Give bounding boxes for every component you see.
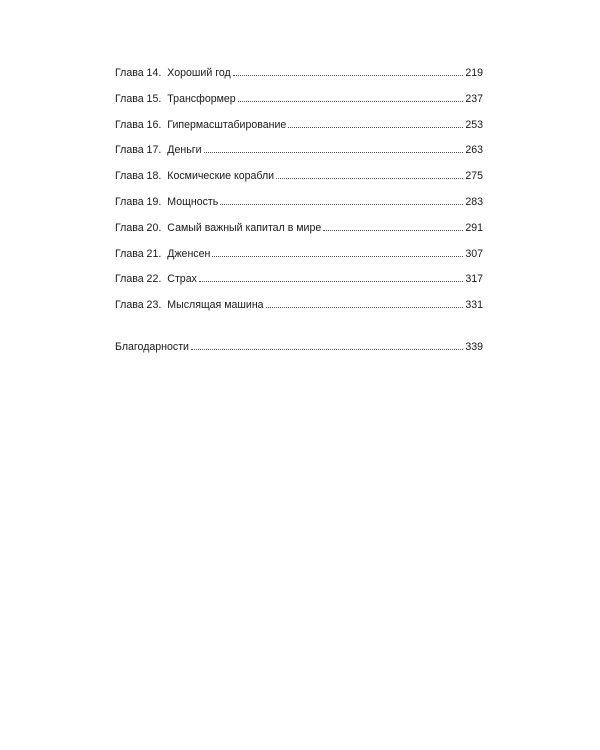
page-number: 331 — [465, 299, 483, 312]
chapter-title: Деньги — [167, 144, 202, 157]
page-number: 283 — [465, 195, 483, 208]
toc-entry-acknowledgments[interactable] — [115, 340, 483, 366]
toc-entry-chapter-23[interactable] — [115, 298, 483, 324]
chapter-number: Глава 23. — [115, 299, 162, 312]
chapter-title: Трансформер — [167, 92, 236, 105]
chapter-number: Глава 16. — [115, 118, 162, 131]
page-number: 219 — [465, 67, 483, 79]
toc-entry-chapter-15[interactable] — [115, 92, 483, 118]
dot-leader — [233, 74, 464, 76]
dot-leader — [212, 255, 463, 257]
dot-leader — [191, 348, 463, 350]
dot-leader — [238, 100, 464, 102]
page-number: 237 — [465, 92, 483, 105]
page-number: 307 — [465, 247, 483, 260]
toc-entry-chapter-20[interactable] — [115, 221, 483, 247]
chapter-number: Глава 18. — [115, 170, 162, 183]
page-number: 291 — [465, 221, 483, 234]
chapter-title: Мыслящая машина — [167, 299, 264, 312]
toc-entry-chapter-16[interactable] — [115, 118, 483, 144]
toc-entry-chapter-14[interactable] — [115, 66, 483, 92]
page-number: 317 — [465, 273, 483, 286]
toc-entry-chapter-21[interactable] — [115, 247, 483, 273]
page-number: 263 — [465, 144, 483, 157]
chapter-number: Глава 21. — [115, 247, 162, 260]
chapter-title: Дженсен — [167, 247, 211, 260]
dot-leader — [220, 203, 463, 205]
chapter-title: Гипермасштабирование — [167, 118, 287, 131]
chapter-number: Глава 19. — [115, 195, 162, 208]
dot-leader — [288, 126, 463, 128]
chapter-title: Хороший год — [167, 67, 231, 79]
dot-leader — [276, 177, 463, 179]
page-number: 275 — [465, 170, 483, 183]
dot-leader — [199, 280, 463, 282]
dot-leader — [266, 306, 464, 308]
chapter-number: Глава 22. — [115, 273, 162, 286]
chapter-number: Глава 14. — [115, 67, 162, 79]
dot-leader — [323, 229, 463, 231]
toc-entry-chapter-17[interactable] — [115, 143, 483, 169]
chapter-title: Космические корабли — [167, 170, 275, 183]
chapter-number: Глава 20. — [115, 221, 162, 234]
dot-leader — [204, 151, 464, 153]
table-of-contents — [115, 66, 483, 366]
section-spacer — [115, 324, 483, 340]
chapter-title: Самый важный капитал в мире — [167, 221, 322, 234]
acknowledgments-title: Благодарности — [115, 340, 189, 353]
toc-entry-chapter-19[interactable] — [115, 195, 483, 221]
chapter-number: Глава 17. — [115, 144, 162, 157]
toc-entry-chapter-18[interactable] — [115, 169, 483, 195]
chapter-number: Глава 15. — [115, 92, 162, 105]
chapter-title: Страх — [167, 273, 197, 286]
page-number: 253 — [465, 118, 483, 131]
toc-entry-chapter-22[interactable] — [115, 272, 483, 298]
page-number: 339 — [465, 340, 483, 353]
chapter-title: Мощность — [167, 195, 219, 208]
